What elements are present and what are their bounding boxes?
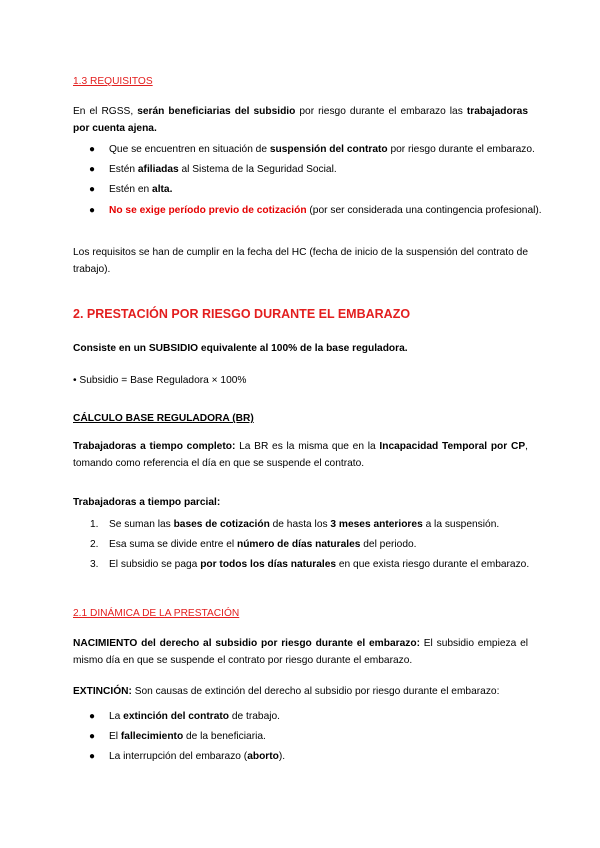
requisitos-note: Los requisitos se han de cumplir en la fecha del HC (fecha de inicio de la suspensión del contrato de trabajo). [73, 247, 528, 275]
bullet-icon: ● [89, 184, 96, 195]
formula-line: • Subsidio = Base Reguladora × 100% [73, 375, 247, 386]
section-2-heading: 2. PRESTACIÓN POR RIESGO DURANTE EL EMBARAZO [73, 307, 411, 321]
section-heading-text: 1.3 REQUISITOS [73, 76, 153, 87]
list-item: Estén afiliadas al Sistema de la Seguridad Social. [109, 164, 337, 175]
bullet-icon: ● [89, 144, 96, 155]
list-item: No se exige período previo de cotización (por ser considerada una contingencia profesional). [109, 205, 542, 216]
tiempo-completo-paragraph: Trabajadoras a tiempo completo: La BR es la misma que en la Incapacidad Temporal por CP, tomando como referencia el día en que se suspende el contrato. [73, 441, 528, 469]
section-2-1-heading: 2.1 DINÁMICA DE LA PRESTACIÓN [73, 608, 240, 619]
bullet-icon: ● [89, 164, 96, 175]
bullet-icon: ● [89, 711, 96, 722]
list-item: La interrupción del embarazo (aborto). [109, 751, 286, 762]
list-item: La extinción del contrato de trabajo. [109, 711, 281, 722]
extincion-paragraph: EXTINCIÓN: Son causas de extinción del derecho al subsidio por riesgo durante el embarazo: [73, 686, 500, 697]
step-number: 2. [90, 539, 99, 550]
list-item: El fallecimiento de la beneficiaria. [109, 731, 266, 742]
section-1-3-heading [73, 73, 528, 90]
bullet-icon: ● [89, 205, 96, 216]
nacimiento-paragraph: NACIMIENTO del derecho al subsidio por riesgo durante el embarazo: El subsidio empieza el mismo día en que se suspende el contrato por riesgo durante el embarazo. [73, 638, 528, 666]
list-item: Estén en alta. [109, 184, 173, 195]
calculo-heading: CÁLCULO BASE REGULADORA (BR) [73, 413, 254, 424]
step-number: 1. [90, 519, 99, 530]
list-item: Esa suma se divide entre el número de días naturales del periodo. [109, 539, 417, 550]
list-item: Que se encuentren en situación de suspensión del contrato por riesgo durante el embarazo. [109, 144, 535, 155]
consiste-paragraph: Consiste en un SUBSIDIO equivalente al 100% de la base reguladora. [73, 343, 408, 354]
list-item: Se suman las bases de cotización de hasta los 3 meses anteriores a la suspensión. [109, 519, 500, 530]
requisitos-intro: En el RGSS, serán beneficiarias del subsidio por riesgo durante el embarazo las trabajadoras por cuenta ajena. [73, 106, 528, 134]
list-item: El subsidio se paga por todos los días naturales en que exista riesgo durante el embarazo. [109, 559, 530, 570]
bullet-icon: ● [89, 731, 96, 742]
step-number: 3. [90, 559, 99, 570]
bullet-icon: ● [89, 751, 96, 762]
tiempo-parcial-heading: Trabajadoras a tiempo parcial: [73, 497, 221, 508]
